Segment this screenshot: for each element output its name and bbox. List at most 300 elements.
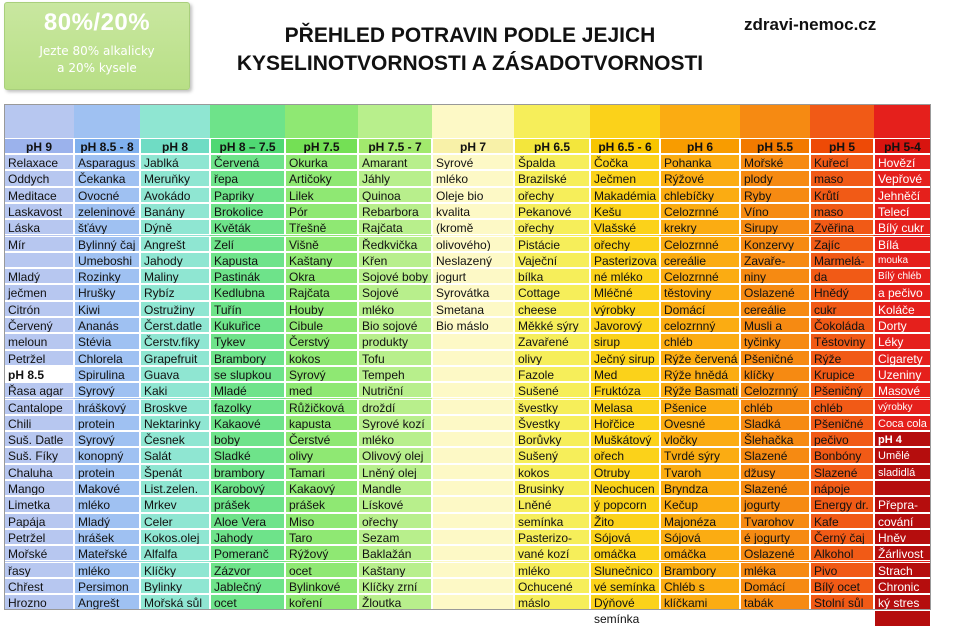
site-name: zdravi-nemoc.cz [744,15,877,34]
ph-header: pH 5-4 [874,138,931,154]
food-item: Domácí [660,301,740,317]
food-item: Křen [358,252,432,268]
food-item: Alkohol [810,545,874,561]
food-item: med [285,382,358,398]
food-item: Kakaový [285,480,358,496]
food-item: Ananás [74,317,140,333]
food-item: klíčkami [660,594,740,610]
food-item: Slunečnico [590,562,660,578]
food-item: Kapusta [210,252,285,268]
food-item: fazolky [210,399,285,415]
food-item: Kuřecí [810,154,874,170]
food-item: Brusinky [514,480,590,496]
food-item: Petržel [4,529,74,545]
food-item: Přepra- [874,496,931,512]
food-item: Zavaře- [740,252,810,268]
food-item: Rýže hnědá [660,366,740,382]
food-item: ječmen [4,284,74,300]
food-item: Papája [4,513,74,529]
food-item: Cibule [285,317,358,333]
food-item [432,350,514,366]
food-item: Limetka [4,496,74,512]
food-item: Hořčice [590,415,660,431]
food-item [432,496,514,512]
food-item: omáčka [590,545,660,561]
food-item: Kaštany [358,562,432,578]
food-item [432,513,514,529]
food-item: Energy dr. [810,496,874,512]
food-item [432,415,514,431]
food-item: nápoje [810,480,874,496]
food-item: Řasa agar [4,382,74,398]
food-item: Sladká [740,415,810,431]
food-item: (kromě [432,219,514,235]
food-item [432,333,514,349]
food-item: Mandle [358,480,432,496]
ph-header: pH 7 [432,138,514,154]
food-item: Rebarbora [358,203,432,219]
food-item: Kakaové [210,415,285,431]
food-item: Karobový [210,480,285,496]
food-item: Chaluha [4,464,74,480]
food-item: ký stres [874,594,931,610]
food-item [874,480,931,496]
food-item: Mír [4,236,74,252]
food-item: vé semínka [590,578,660,594]
food-item: kvalita [432,203,514,219]
food-item: Rýžové [660,170,740,186]
food-item: Sezam [358,529,432,545]
food-item: Kukuřice [210,317,285,333]
food-item: Pomeranč [210,545,285,561]
food-item: Slazené [740,447,810,463]
food-item: vločky [660,431,740,447]
food-item: zeleninové [74,203,140,219]
food-item: Kafe [810,513,874,529]
food-item: Makové [74,480,140,496]
food-item: mléko [358,301,432,317]
food-item [432,382,514,398]
food-item: Okra [285,268,358,284]
food-item: Maliny [140,268,210,284]
food-item: hrášek [74,529,140,545]
food-item: Švestky [514,415,590,431]
food-item: Tvaroh [660,464,740,480]
food-item: Zajíc [810,236,874,252]
food-item: olivového) [432,236,514,252]
food-item: Tykev [210,333,285,349]
food-item: Sójová [660,529,740,545]
food-item: Tvrdé sýry [660,447,740,463]
food-item: Ovesné [660,415,740,431]
ratio-line-2: a 20% kysele [57,61,137,75]
food-item: boby [210,431,285,447]
food-item: mléko [432,170,514,186]
food-item: Mateřské [74,545,140,561]
food-item: Fazole [514,366,590,382]
food-item: Sladké [210,447,285,463]
food-item: Stolní sůl [810,594,874,610]
food-item: Sušené [514,382,590,398]
food-item: Rybíz [140,284,210,300]
food-item: maso [810,170,874,186]
food-item: ocet [285,562,358,578]
food-item: Olivový olej [358,447,432,463]
food-item: Čerstvé [285,431,358,447]
food-item: Dorty [874,317,931,333]
food-item: Mladý [74,513,140,529]
food-item: Brazilské [514,170,590,186]
food-item: Domácí [740,578,810,594]
food-item: Syrové kozí [358,415,432,431]
food-item: cukr [810,301,874,317]
ph-header: pH 8 [140,138,210,154]
food-item: Klíčky zrní [358,578,432,594]
food-item: Jehněčí [874,187,931,203]
food-item: Angrešt [74,594,140,610]
food-item: mléko [358,431,432,447]
food-item: Žito [590,513,660,529]
food-item: Med [590,366,660,382]
food-item: Celozrnné [660,268,740,284]
food-item: Sušený [514,447,590,463]
food-item: ořechy [358,513,432,529]
food-item: Ječmen [590,170,660,186]
food-item: Zavařené [514,333,590,349]
food-item: Laskavost [4,203,74,219]
food-item: Klíčky [140,562,210,578]
ph-header: pH 6 [660,138,740,154]
food-item: Růžičková [285,399,358,415]
food-item: Lískové [358,496,432,512]
food-item: Nutriční [358,382,432,398]
food-item: Kiwi [74,301,140,317]
food-item: Hrozno [4,594,74,610]
ph-subheader: pH 8.5 [4,366,74,382]
ratio-headline: 80%/20% [43,9,151,36]
food-item: vané kozí [514,545,590,561]
food-item: Lilek [285,187,358,203]
food-item: chlebíčky [660,187,740,203]
food-item: Marmelá- [810,252,874,268]
food-item: Chili [4,415,74,431]
food-item: Citrón [4,301,74,317]
food-item: Suš. Fíky [4,447,74,463]
food-item: Borůvky [514,431,590,447]
food-item: Jablká [140,154,210,170]
food-item: Ochucené [514,578,590,594]
food-item: Višně [285,236,358,252]
food-item [432,464,514,480]
food-item: Mladé [210,382,285,398]
food-item: né mléko [590,268,660,284]
food-item: plody [740,170,810,186]
food-item: Pohanka [660,154,740,170]
food-item: Koláče [874,301,931,317]
food-item: Syrové [432,154,514,170]
food-item: Mléčné [590,284,660,300]
food-item: ořech [590,447,660,463]
food-item: Bio sojové [358,317,432,333]
food-item: Guava [140,366,210,382]
food-item: omáčka [660,545,740,561]
food-item: mléko [74,496,140,512]
food-item: Ječný sirup [590,350,660,366]
food-item: Syrový [74,431,140,447]
food-item: Jáhly [358,170,432,186]
food-item: Čekanka [74,170,140,186]
food-item: Měkké sýry [514,317,590,333]
food-item: Slazené [740,480,810,496]
ph-header: pH 6.5 [514,138,590,154]
food-item: Okurka [285,154,358,170]
food-item: Lněný olej [358,464,432,480]
food-item: Jahody [210,529,285,545]
food-item: Květák [210,219,285,235]
food-item: Stévia [74,333,140,349]
food-item: Pivo [810,562,874,578]
food-item: Sirupy [740,219,810,235]
food-item: Oslazené [740,545,810,561]
food-item: Sójová [590,529,660,545]
food-item: Angrešt [140,236,210,252]
food-item: Tamari [285,464,358,480]
food-item: Celer [140,513,210,529]
ratio-line-1: Jezte 80% alkalicky [39,44,155,58]
food-item: Mořská sůl [140,594,210,610]
food-item: Aloe Vera [210,513,285,529]
food-item: hráškový [74,399,140,415]
food-item: Broskve [140,399,210,415]
ph-header: pH 7.5 [285,138,358,154]
food-item: máslo [514,594,590,610]
food-item: brambory [210,464,285,480]
food-item: Neochucen [590,480,660,496]
food-item: Jablečný [210,578,285,594]
food-item: Melasa [590,399,660,415]
food-item: Telecí [874,203,931,219]
food-item [432,366,514,382]
food-item: Rýže [810,350,874,366]
food-item: Jahody [140,252,210,268]
food-item: výrobky [874,399,931,415]
food-item: Třešně [285,219,358,235]
food-item: Ovocné [74,187,140,203]
food-item: řasy [4,562,74,578]
food-item: Meruňky [140,170,210,186]
food-item: Ryby [740,187,810,203]
food-item: pečivo [810,431,874,447]
food-item: cereálie [660,252,740,268]
food-item: ocet [210,594,285,610]
food-item: mléko [74,562,140,578]
food-item: výrobky [590,301,660,317]
food-item: Mango [4,480,74,496]
food-item: Zelí [210,236,285,252]
food-item [432,431,514,447]
page-title [190,22,750,78]
food-item: Kaštany [285,252,358,268]
food-item: řepa [210,170,285,186]
food-item: Banány [140,203,210,219]
food-item: Cantalope [4,399,74,415]
food-item: Čerst.datle [140,317,210,333]
ph-subheader: pH 4 [874,431,931,447]
food-item: Mořské [4,545,74,561]
food-item: Baklažán [358,545,432,561]
food-item: cování [874,513,931,529]
food-item: ořechy [514,219,590,235]
food-item: Chřest [4,578,74,594]
food-item: Musli a [740,317,810,333]
food-item: Chlorela [74,350,140,366]
food-item: Javorový [590,317,660,333]
food-item: Avokádo [140,187,210,203]
food-item: Uzeniny [874,366,931,382]
food-item: Špalda [514,154,590,170]
food-item: Těstoviny [810,333,874,349]
food-item: Petržel [4,350,74,366]
food-item: Tempeh [358,366,432,382]
food-item: Grapefruit [140,350,210,366]
food-item: kapusta [285,415,358,431]
food-item: mléko [514,562,590,578]
food-item [4,252,74,268]
food-item: Houby [285,301,358,317]
food-item: Bylinkové [285,578,358,594]
food-item: Mořské [740,154,810,170]
ph-header: pH 5.5 [740,138,810,154]
food-item: Celozrnné [660,203,740,219]
food-item [432,578,514,594]
food-item [432,447,514,463]
food-item: Ředkvička [358,236,432,252]
title-line-2: KYSELINOTVORNOSTI A ZÁSADOTVORNOSTI [236,52,704,75]
food-item: Mladý [4,268,74,284]
ph-header: pH 5 [810,138,874,154]
food-item: švestky [514,399,590,415]
food-item: Salát [140,447,210,463]
food-item: Rýže Basmati [660,382,740,398]
food-item: Makadémia [590,187,660,203]
food-item: koření [285,594,358,610]
food-item: Pasterizova [590,252,660,268]
food-item: Rajčata [285,284,358,300]
food-item: Otruby [590,464,660,480]
food-item: šťávy [74,219,140,235]
food-item: Krupice [810,366,874,382]
food-item: chléb [740,399,810,415]
food-item: cheese [514,301,590,317]
food-item: cereálie [740,301,810,317]
food-item: Artičoky [285,170,358,186]
food-item: Bonbóny [810,447,874,463]
food-item: ý popcorn [590,496,660,512]
food-item: Žárlivost [874,545,931,561]
food-item: olivy [514,350,590,366]
food-item [432,594,514,610]
food-item: se slupkou [210,366,285,382]
food-item: Pekanové [514,203,590,219]
food-item: Chronic [874,578,931,594]
food-item: Vaječní [514,252,590,268]
food-item: Bílý chléb [874,268,931,284]
food-item: Masové [874,382,931,398]
food-item: Víno [740,203,810,219]
food-item: chléb [810,399,874,415]
food-item: Žloutka [358,594,432,610]
food-item: Pšeničný [810,382,874,398]
food-item: kokos [514,464,590,480]
food-item: celozrnný [660,317,740,333]
food-item: Oleje bio [432,187,514,203]
food-item: Pasterizo- [514,529,590,545]
food-item: Suš. Datle [4,431,74,447]
food-item: Sojové boby [358,268,432,284]
food-item: Umělé [874,447,931,463]
food-item: Brambory [660,562,740,578]
ratio-badge [4,2,190,90]
food-item: ořechy [590,236,660,252]
food-item: Čokoláda [810,317,874,333]
food-item: Zázvor [210,562,285,578]
food-item: Bílý cukr [874,219,931,235]
food-item: jogurty [740,496,810,512]
food-item: semínka [590,610,660,626]
food-item: těstoviny [660,284,740,300]
food-item: Fruktóza [590,382,660,398]
food-item: mouka [874,252,931,268]
food-item: Bylinky [140,578,210,594]
food-item [432,562,514,578]
food-item: Pšeničné [740,350,810,366]
food-item [432,480,514,496]
food-item: Oslazené [740,284,810,300]
food-item: meloun [4,333,74,349]
food-item: Dýně [140,219,210,235]
food-item: Cottage [514,284,590,300]
food-item: Hovězí [874,154,931,170]
food-item: Konzervy [740,236,810,252]
food-item: Oddych [4,170,74,186]
food-item: Cigarety [874,350,931,366]
food-item: Čerstv.fíky [140,333,210,349]
food-item: Kešu [590,203,660,219]
ph-header: pH 9 [4,138,74,154]
food-item: mléka [740,562,810,578]
food-item: konopný [74,447,140,463]
food-item: Chléb s [660,578,740,594]
food-item: ořechy [514,187,590,203]
food-ph-table [4,104,931,627]
food-item: prášek [285,496,358,512]
ph-header: pH 7.5 - 7 [358,138,432,154]
food-item: maso [810,203,874,219]
food-item: Celozrnné [660,236,740,252]
food-item: Neslazený [432,252,514,268]
food-item: Asparagus [74,154,140,170]
food-item: Celozrnný [740,382,810,398]
food-item: džusy [740,464,810,480]
food-item: Mrkev [140,496,210,512]
food-item: Papriky [210,187,285,203]
food-item: kokos [285,350,358,366]
food-item: Lněné [514,496,590,512]
food-item [874,610,931,626]
food-item: Čerstvý [285,333,358,349]
food-item: Majonéza [660,513,740,529]
food-item: produkty [358,333,432,349]
